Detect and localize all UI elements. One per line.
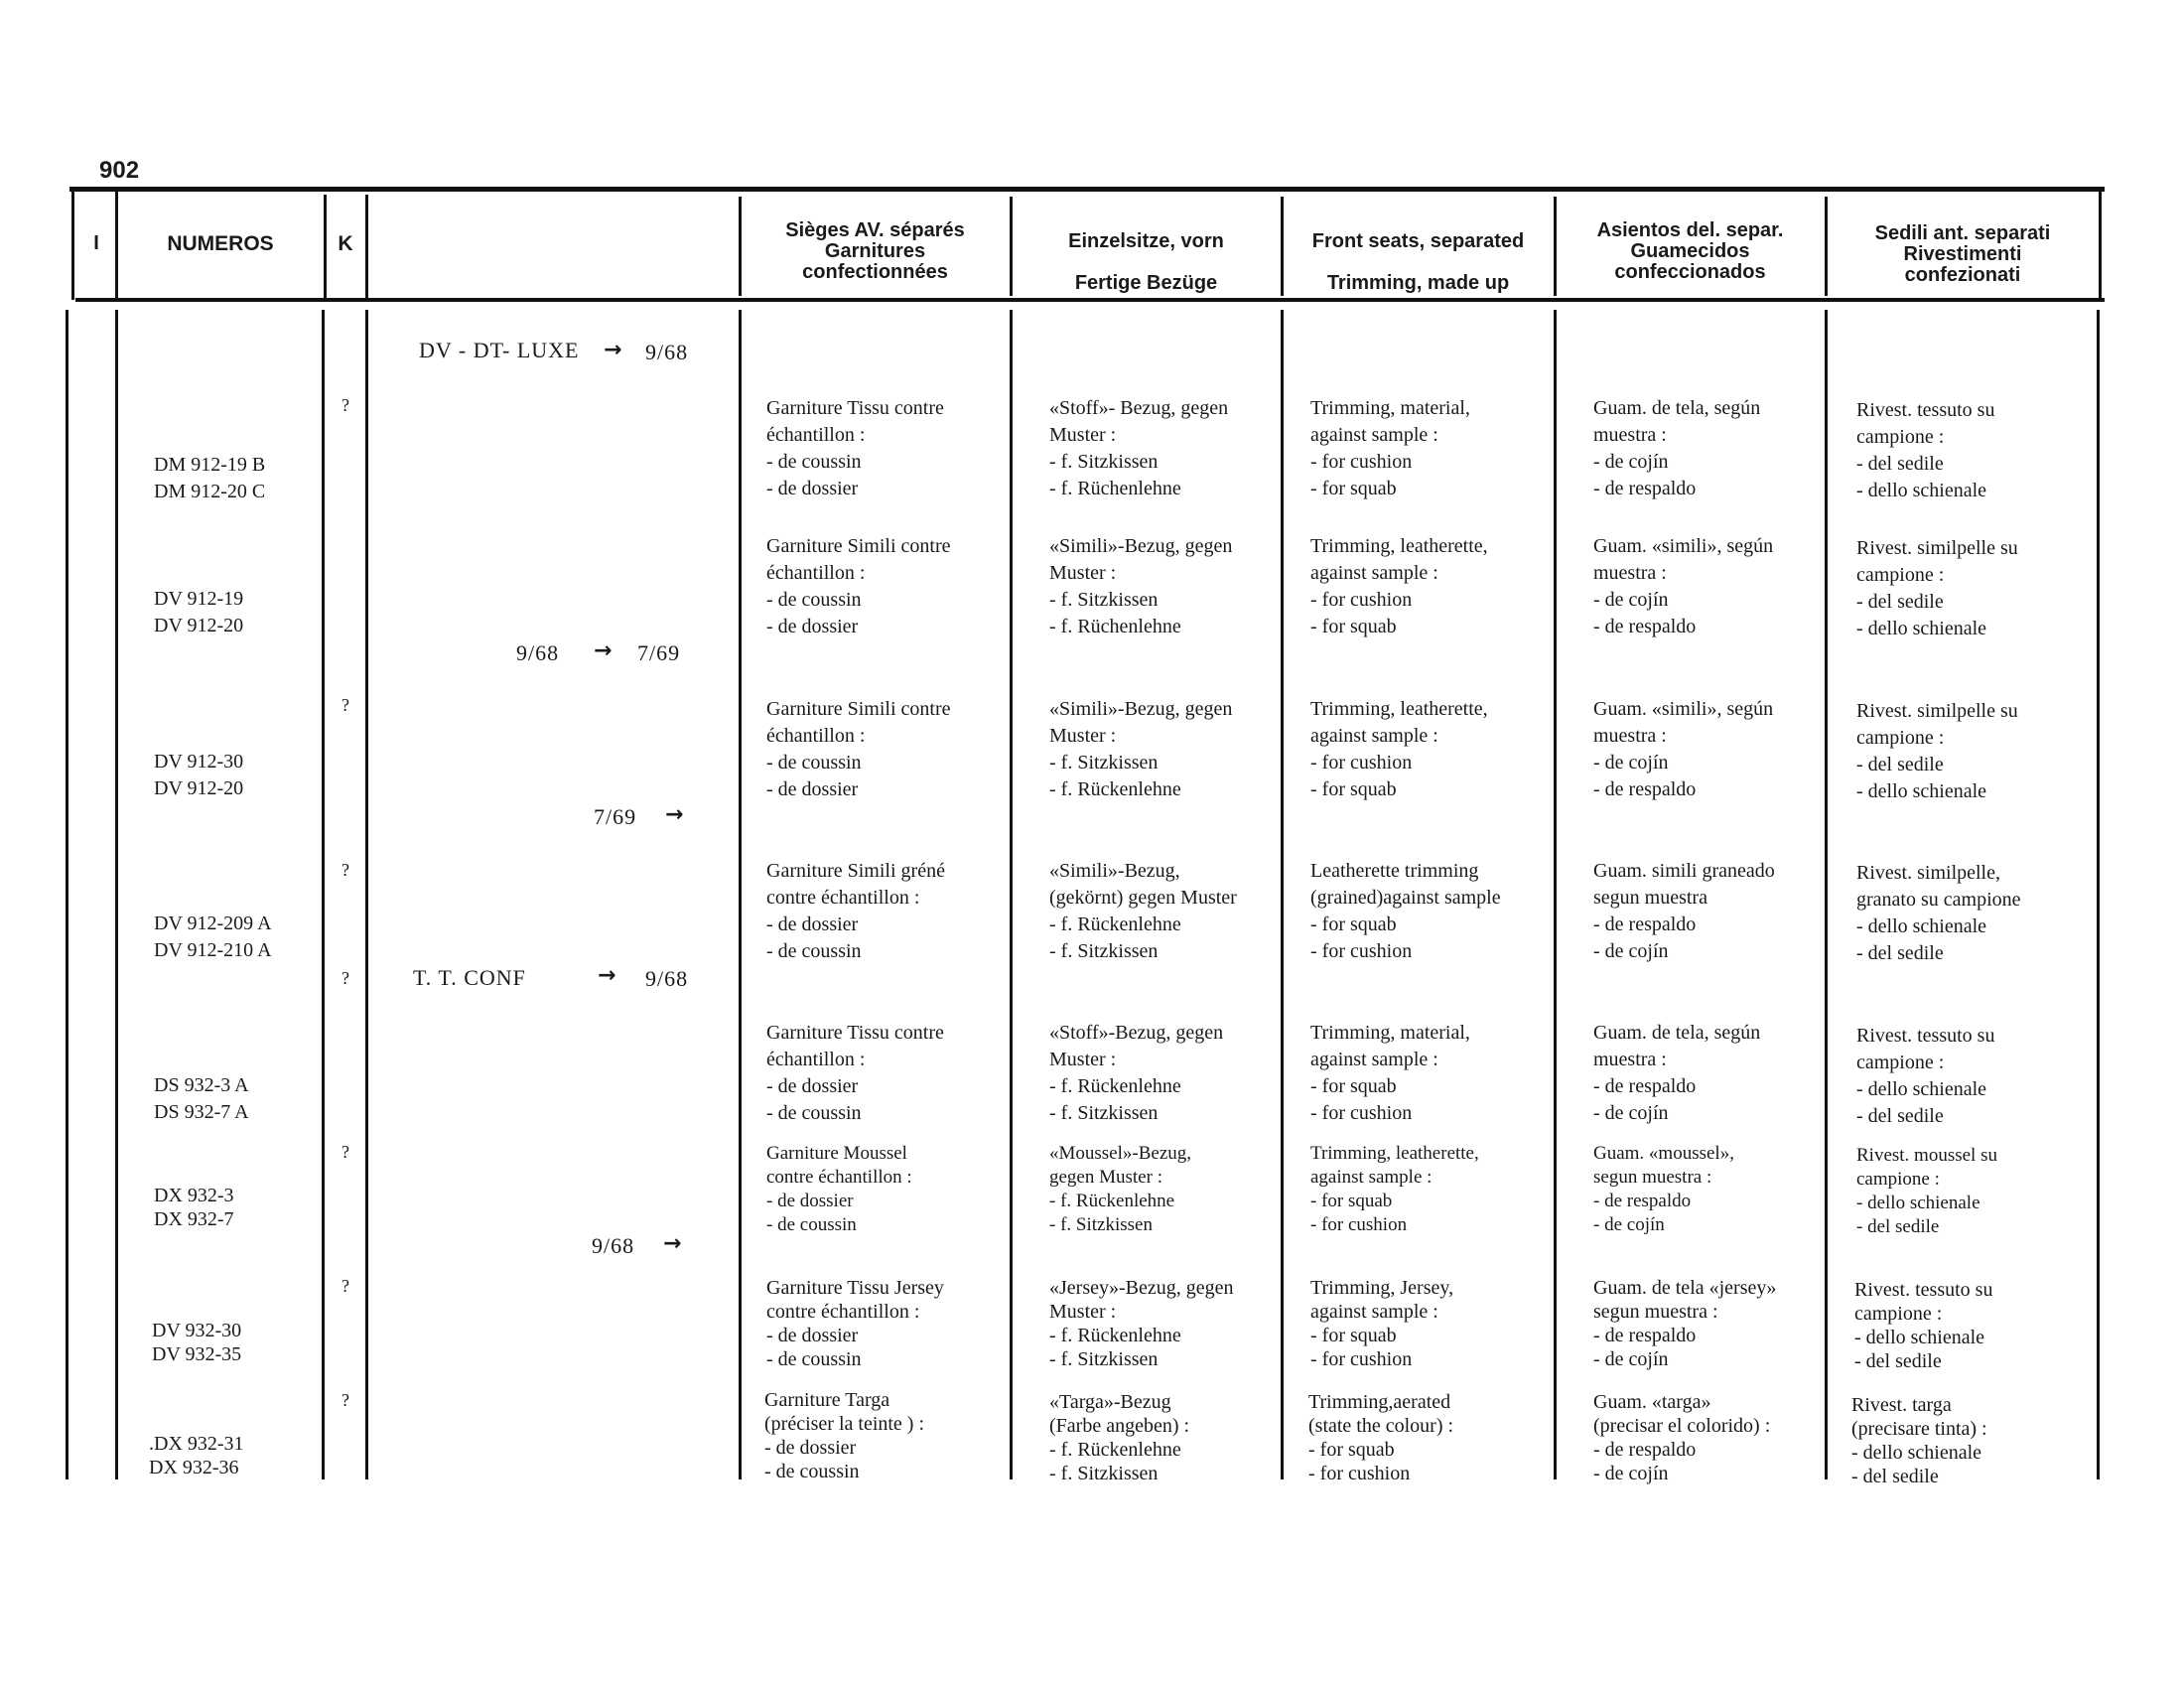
col-rule [115,310,118,1479]
k-marker: ? [341,968,349,988]
col-rule [1281,197,1284,296]
cell-english: Leatherette trimming (grained)against sample - for squab - for cushion [1310,860,1501,962]
header-k: K [338,232,353,255]
arrow-right-icon: → [665,802,684,827]
header-german: Einzelsitze, vorn Fertige Bezüge [1068,230,1224,294]
range-end: 9/68 [645,966,689,991]
page-number: 902 [99,157,140,184]
header-italian: Sedili ant. separati Rivestimenti confezionati [1874,222,2051,286]
col-rule [324,195,327,298]
k-marker: ? [341,1142,349,1162]
col-rule [739,310,742,1479]
col-rule [2099,189,2102,300]
col-rule [1825,197,1828,296]
cell-spanish: Guam. «moussel», segun muestra : - de respaldo - de cojín [1593,1143,1734,1235]
cell-spanish: Guam. «targa» (precisar el colorido) : - de respaldo - de cojín [1593,1391,1771,1484]
cell-german: «Moussel»-Bezug, gegen Muster : - f. Rückenlehne - f. Sitzkissen [1049,1143,1192,1235]
col-rule [365,195,368,298]
part-numbers: DM 912-19 B DM 912-20 C [154,454,266,502]
cell-italian: Rivest. tessuto su campione : - del sedile - dello schienale [1856,399,1995,501]
cell-spanish: Guam. «simili», según muestra : - de cojín - de respaldo [1593,535,1774,637]
header-spanish: Asientos del. separ. Guamecidos confeccionados [1596,219,1784,283]
col-rule [739,197,742,296]
cell-german: «Simili»-Bezug, (gekörnt) gegen Muster - f. Rückenlehne - f. Sitzkissen [1049,860,1237,962]
cell-italian: Rivest. targa (precisare tinta) : - dello schienale - del sedile [1851,1394,1987,1487]
cell-spanish: Guam. de tela, según muestra : - de cojín - de respaldo [1593,397,1761,499]
range-label: DV - DT- LUXE [419,338,580,362]
cell-french: Garniture Simili gréné contre échantillon : - de dossier - de coussin [766,860,945,962]
part-numbers: DV 932-30 DV 932-35 [152,1320,242,1365]
range-label: T. T. CONF [413,965,526,990]
range-label: 9/68 [592,1233,635,1258]
col-rule [1010,197,1013,296]
cell-french: Garniture Moussel contre échantillon : - de dossier - de coussin [766,1143,912,1235]
cell-spanish: Guam. «simili», según muestra : - de cojín - de respaldo [1593,698,1774,800]
cell-italian: Rivest. similpelle, granato su campione - dello schienale - del sedile [1856,862,2021,964]
arrow-right-icon: → [663,1231,682,1256]
cell-italian: Rivest. tessuto su campione : - dello schienale - del sedile [1856,1025,1995,1127]
cell-english: Trimming, leatherette, against sample : - for squab - for cushion [1310,1143,1479,1235]
cell-english: Trimming, Jersey, against sample : - for squab - for cushion [1310,1277,1454,1370]
part-numbers: DV 912-209 A DV 912-210 A [154,913,272,961]
cell-french: Garniture Simili contre échantillon : - de coussin - de dossier [766,535,951,637]
part-numbers: .DX 932-31 DX 932-36 [149,1433,244,1478]
col-rule [1281,310,1284,1479]
col-rule [1825,310,1828,1479]
cell-english: Trimming, material, against sample : - for cushion - for squab [1310,397,1470,499]
col-rule [2097,310,2100,1479]
cell-german: «Stoff»-Bezug, gegen Muster : - f. Rückenlehne - f. Sitzkissen [1049,1022,1224,1124]
part-numbers: DS 932-3 A DS 932-7 A [154,1074,249,1123]
header-i: I [93,232,99,254]
part-numbers: DX 932-3 DX 932-7 [154,1185,234,1230]
arrow-right-icon: → [604,338,622,362]
cell-french: Garniture Tissu contre échantillon : - de coussin - de dossier [766,397,944,499]
cell-french: Garniture Simili contre échantillon : - de coussin - de dossier [766,698,951,800]
col-rule [1554,310,1557,1479]
col-rule [322,310,325,1479]
range-end: 7/69 [637,640,681,665]
k-marker: ? [341,1276,349,1296]
cell-english: Trimming,aerated (state the colour) : - for squab - for cushion [1308,1391,1454,1484]
col-rule [66,310,68,1479]
cell-italian: Rivest. similpelle su campione : - del sedile - dello schienale [1856,537,2018,639]
part-numbers: DV 912-30 DV 912-20 [154,751,244,799]
k-marker: ? [341,860,349,880]
cell-french: Garniture Targa (préciser la teinte ) : - de dossier - de coussin [764,1389,925,1482]
cell-german: «Simili»-Bezug, gegen Muster : - f. Sitzkissen - f. Rückenlehne [1049,698,1233,800]
k-marker: ? [341,695,349,715]
col-rule [115,189,118,300]
cell-english: Trimming, leatherette, against sample : - for cushion - for squab [1310,698,1488,800]
cell-french: Garniture Tissu Jersey contre échantillon : - de dossier - de coussin [766,1277,944,1370]
col-rule [365,310,368,1479]
header-numeros: NUMEROS [167,232,274,255]
cell-spanish: Guam. simili graneado segun muestra - de respaldo - de cojín [1593,860,1775,962]
cell-italian: Rivest. moussel su campione : - dello schienale - del sedile [1856,1145,1997,1237]
cell-german: «Targa»-Bezug (Farbe angeben) : - f. Rückenlehne - f. Sitzkissen [1049,1391,1190,1484]
k-marker: ? [341,395,349,415]
cell-german: «Stoff»- Bezug, gegen Muster : - f. Sitzkissen - f. Rüchenlehne [1049,397,1229,499]
cell-spanish: Guam. de tela, según muestra : - de respaldo - de cojín [1593,1022,1761,1124]
arrow-right-icon: → [594,638,613,663]
header-english: Front seats, separated Trimming, made up [1311,230,1525,294]
cell-italian: Rivest. tessuto su campione : - dello schienale - del sedile [1854,1279,1993,1372]
col-rule [71,189,74,300]
cell-english: Trimming, material, against sample : - for squab - for cushion [1310,1022,1470,1124]
table-top-rule [69,187,2105,192]
cell-german: «Jersey»-Bezug, gegen Muster : - f. Rückenlehne - f. Sitzkissen [1049,1277,1234,1370]
k-marker: ? [341,1390,349,1410]
col-rule [1554,197,1557,296]
cell-spanish: Guam. de tela «jersey» segun muestra : - de respaldo - de cojín [1593,1277,1777,1370]
range-label: 7/69 [594,804,637,829]
cell-german: «Simili»-Bezug, gegen Muster : - f. Sitzkissen - f. Rüchenlehne [1049,535,1233,637]
header-french: Sièges AV. séparés Garnitures confectionnées [785,219,965,283]
range-end: 9/68 [645,340,689,364]
range-label: 9/68 [516,640,560,665]
arrow-right-icon: → [598,963,616,988]
part-numbers: DV 912-19 DV 912-20 [154,588,244,636]
cell-english: Trimming, leatherette, against sample : - for cushion - for squab [1310,535,1488,637]
col-rule [1010,310,1013,1479]
cell-french: Garniture Tissu contre échantillon : - de dossier - de coussin [766,1022,944,1124]
cell-italian: Rivest. similpelle su campione : - del sedile - dello schienale [1856,700,2018,802]
